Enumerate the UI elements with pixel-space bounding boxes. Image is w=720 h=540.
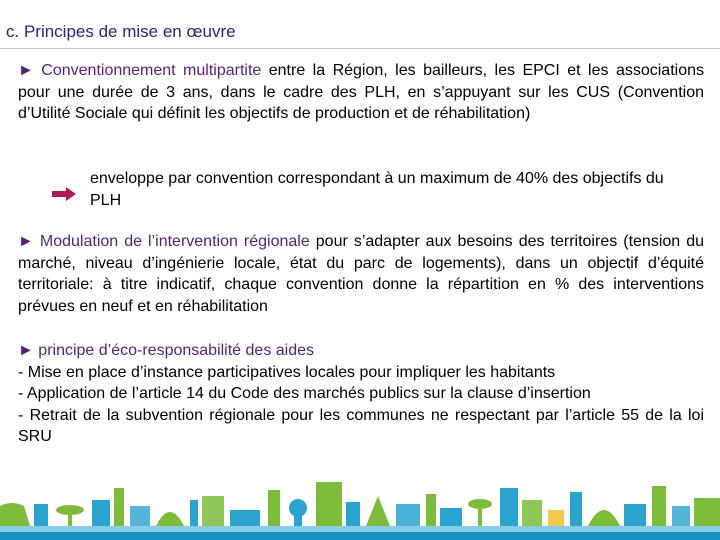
paragraph-highlight: Conventionnement multipartite xyxy=(41,62,262,79)
paragraph-highlight: principe d’éco-responsabilité des aides xyxy=(38,342,315,359)
title-divider xyxy=(0,48,720,49)
bullet-marker: ► xyxy=(18,233,34,250)
paragraph-eco-responsabilite xyxy=(18,340,704,448)
paragraph-modulation xyxy=(18,231,704,317)
paragraph-text: entre la Région, les bailleurs, les EPCI et les associations pour une durée de 3 ans, dans le cadre des PLH, en s’appuyant sur les CUS (Convention d’Utilité Sociale qui définit les objectifs de production et de réhabilitation) xyxy=(18,62,704,122)
paragraph-conventionnement xyxy=(18,60,704,125)
slide-title: c. Principes de mise en œuvre xyxy=(6,22,236,41)
paragraph-text: pour s’adapter aux besoins des territoires (tension du marché, niveau d’ingénierie locale, état du parc de logements), dans un objectif d’équité territoriale: à titre indicatif, chaque convention donne la répartition en % des interventions prévues en neuf et en réhabilitation xyxy=(18,233,705,315)
paragraph-heading xyxy=(18,340,704,362)
paragraph-highlight: Modulation de l’intervention régionale xyxy=(39,233,310,250)
right-arrow-icon xyxy=(52,187,76,201)
list-item: - Retrait de la subvention régionale pour les communes ne respectant par l’article 55 de la loi SRU xyxy=(18,406,704,445)
arrow-note-text: enveloppe par convention correspondant à un maximum de 40% des objectifs du PLH xyxy=(90,170,664,209)
bullet-marker: ► xyxy=(18,342,34,359)
bullet-marker: ► xyxy=(18,62,34,79)
footer-cityscape-illustration xyxy=(0,460,720,540)
list-item: - Mise en place d’instance participatives locales pour impliquer les habitants xyxy=(18,363,556,381)
list-item: - Application de l’article 14 du Code des marchés publics sur la clause d’insertion xyxy=(18,385,591,402)
